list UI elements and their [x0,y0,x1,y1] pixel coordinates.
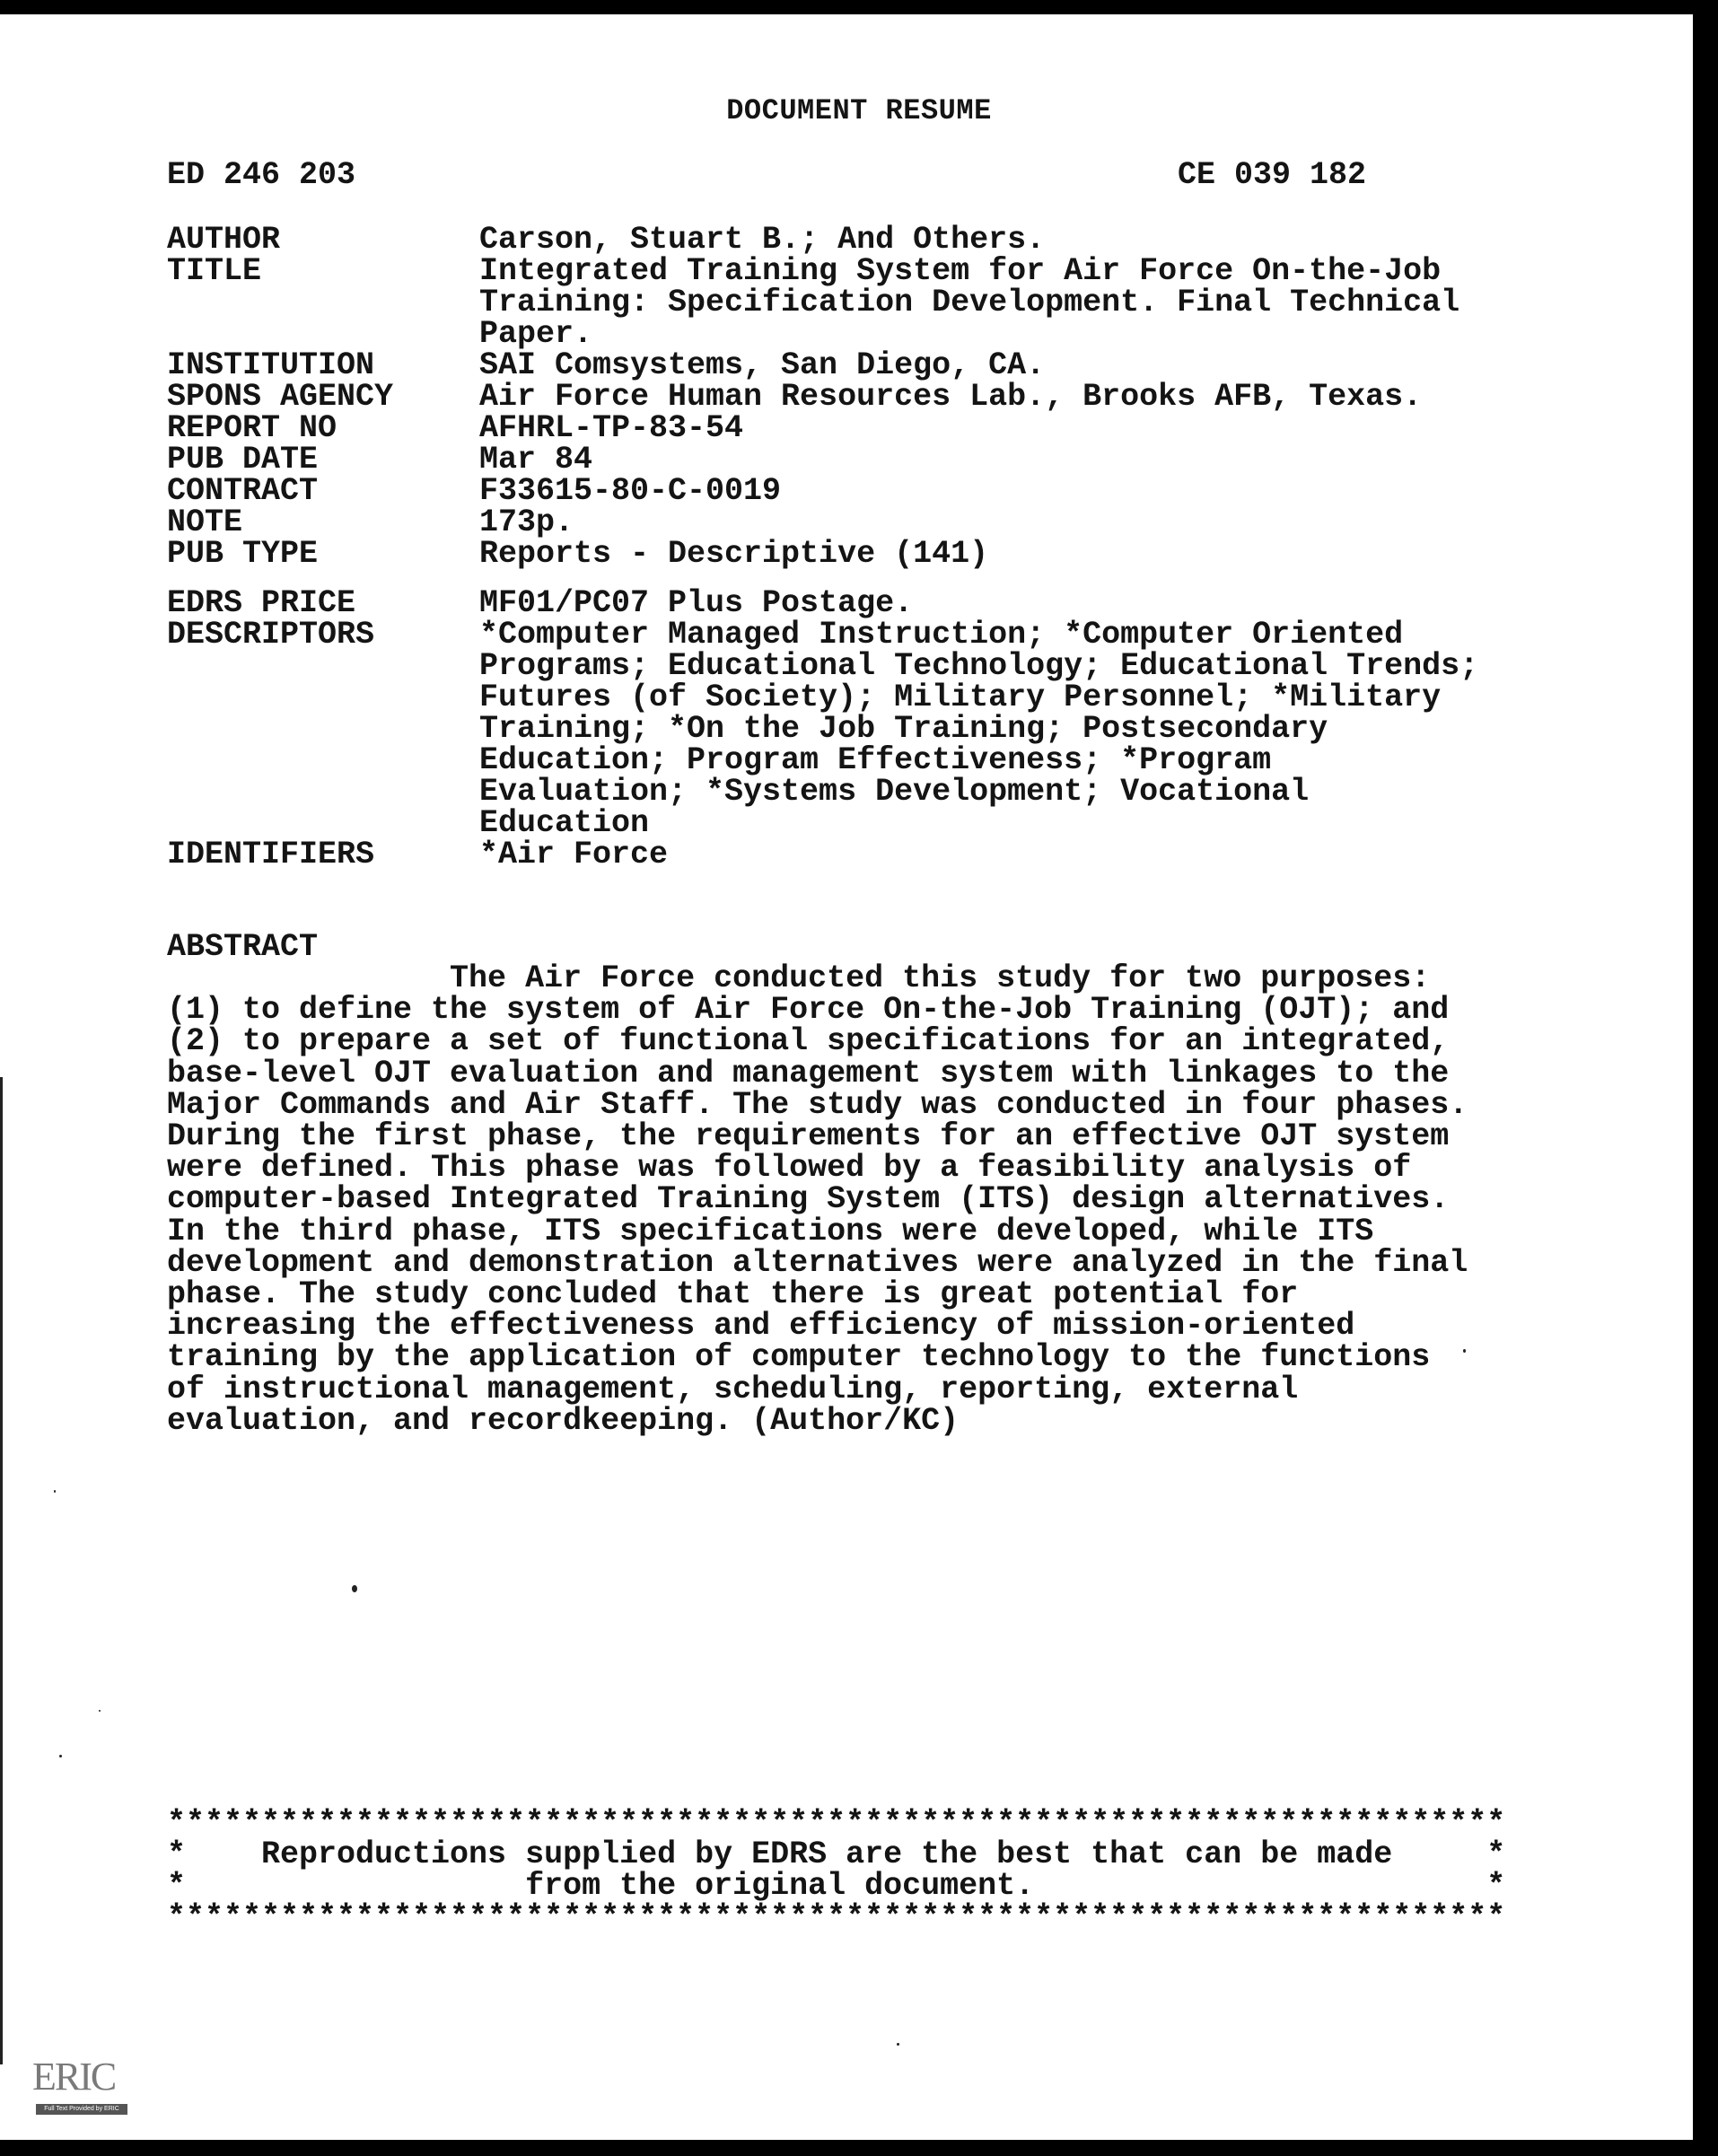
scan-speck [99,1710,101,1712]
ce-number: CE 039 182 [1178,157,1367,193]
field-note [167,504,1531,540]
document-title: DOCUMENT RESUME [726,94,992,127]
field-author [167,224,1531,256]
scan-speck [59,1755,62,1757]
field-value: *Air Force [479,837,669,872]
field-contract [167,473,1531,509]
field-pub-type [167,536,1531,572]
scan-speck [897,2043,899,2046]
field-identifiers [167,839,1531,871]
field-value: *Computer Managed Instruction; *Computer Oriented Programs; Educational Technology; Educational Trends; Futures (of Society); Military Personnel; *Military Training; *On the Job Training; Postsecondary Education; Program Effectiveness; *Program Evaluation; *Systems Development; Vocational Education [479,617,1479,841]
field-title [167,253,1531,352]
field-value: 173p. [479,504,574,540]
field-value: Reports - Descriptive (141) [479,536,989,572]
scan-speck [352,1585,357,1592]
field-institution [167,347,1531,383]
reproduction-notice-banner: *********************************************************************** * Reproductions supplied by EDRS are the best that can be made * * from the original document. * *********************************************************************** [167,1805,1506,1935]
field-value: Carson, Stuart B.; And Others. [479,222,1046,258]
field-label: REPORT NO [167,410,337,446]
eric-logo [32,2036,133,2118]
field-value: MF01/PC07 Plus Postage. [479,585,914,621]
abstract-label: ABSTRACT [167,929,319,965]
abstract-text: The Air Force conducted this study for two purposes: (1) to define the system of Air Force On-the-Job Training (OJT); and (2) to prepare a set of functional specifications for an integrated, base-level OJT evaluation and management system with linkages to the Major Commands and Air Staff. The study was conducted in four phases. During the first phase, the requirements for an effective OJT system were defined. This phase was followed by a feasibility analysis of computer-based Integrated Training System (ITS) design alternatives. In the third phase, ITS specifications were developed, while ITS development and demonstration alternatives were analyzed in the final phase. The study concluded that there is great potential for increasing the effectiveness and efficiency of mission-oriented training by the application of computer technology to the functions of instructional management, scheduling, reporting, external evaluation, and recordkeeping. (Author/KC) [167,960,1468,1439]
field-label: AUTHOR [167,222,281,258]
ed-number: ED 246 203 [167,157,356,193]
field-value: Air Force Human Resources Lab., Brooks AFB, Texas. [479,379,1423,415]
field-value: Mar 84 [479,442,593,478]
field-spons-agency [167,381,1531,413]
scan-speck [1463,1349,1466,1353]
eric-logo-text: ERIC [32,2055,116,2099]
field-descriptors [167,619,1531,839]
field-label: NOTE [167,504,243,540]
field-label: TITLE [167,253,262,289]
field-label: SPONS AGENCY [167,379,394,415]
field-label: INSTITUTION [167,347,375,383]
field-label: IDENTIFIERS [167,837,375,872]
eric-logo-subtext: Full Text Provided by ERIC [36,2104,127,2115]
field-label: CONTRACT [167,473,319,509]
field-label: PUB TYPE [167,536,319,572]
field-label: EDRS PRICE [167,585,356,621]
scan-speck [54,1490,56,1493]
field-label: DESCRIPTORS [167,617,375,653]
field-report-no [167,410,1531,446]
field-value: F33615-80-C-0019 [479,473,782,509]
field-label: PUB DATE [167,442,319,478]
field-value: SAI Comsystems, San Diego, CA. [479,347,1046,383]
field-edrs-price [167,585,1531,621]
metadata-fields [167,224,1531,871]
field-pub-date [167,444,1531,476]
field-value: Integrated Training System for Air Force On-the-Job Training: Specification Development. Final Technical Paper. [479,253,1460,352]
field-value: AFHRL-TP-83-54 [479,410,744,446]
